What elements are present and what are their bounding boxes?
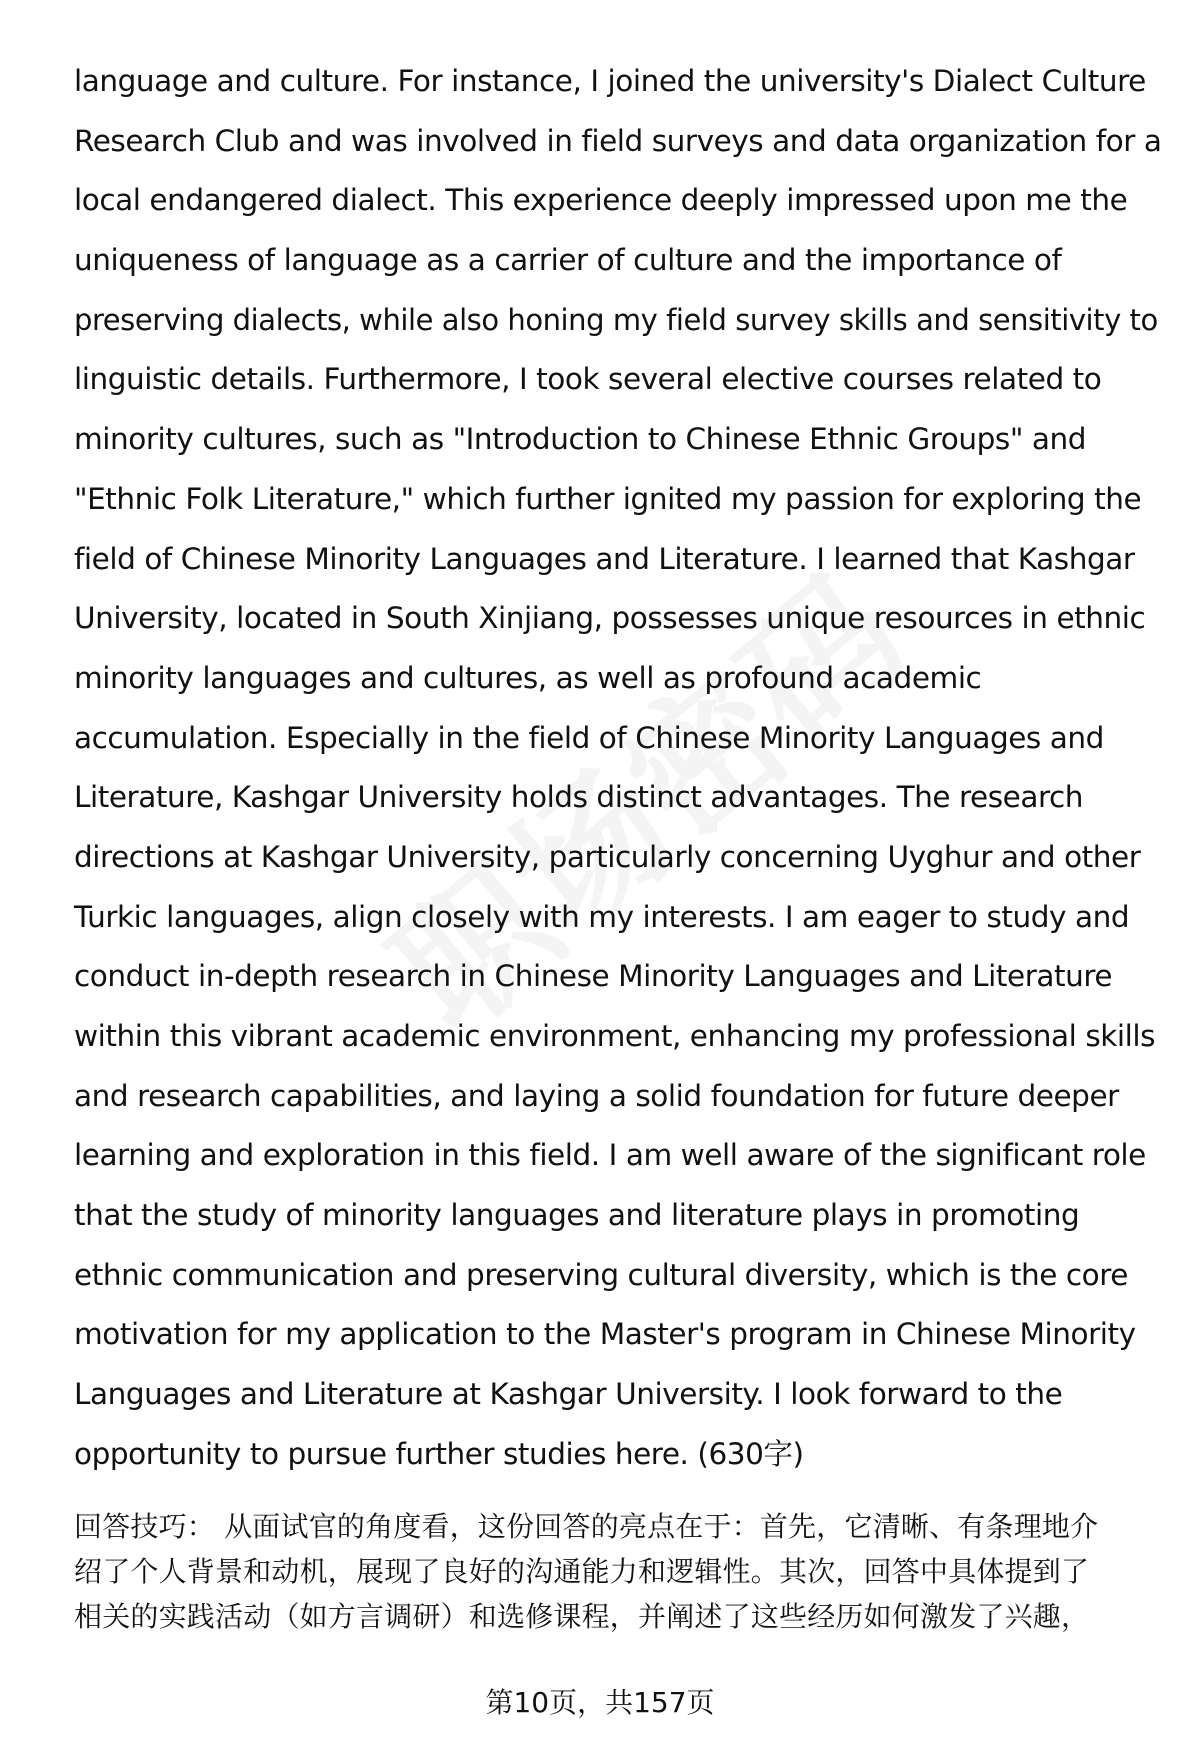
body-line: ethnic communication and preserving cultural diversity, which is the core [74, 1257, 1128, 1292]
body-line: linguistic details. Furthermore, I took several elective courses related to [74, 362, 1102, 397]
body-line: accumulation. Especially in the field of Chinese Minority Languages and [74, 720, 1104, 755]
body-line: uniqueness of language as a carrier of culture and the importance of [74, 243, 1062, 278]
body-line: Research Club and was involved in field surveys and data organization for a [74, 123, 1162, 158]
body-line: learning and exploration in this field. I am well aware of the significant role [74, 1138, 1146, 1173]
body-line: conduct in-depth research in Chinese Minority Languages and Literature [74, 959, 1113, 994]
body-line: and research capabilities, and laying a solid foundation for future deeper [74, 1078, 1119, 1113]
body-line: that the study of minority languages and literature plays in promoting [74, 1198, 1080, 1233]
body-line: field of Chinese Minority Languages and Literature. I learned that Kashgar [74, 541, 1135, 576]
page-number: 第10页，共157页 [485, 1686, 715, 1719]
body-line: language and culture. For instance, I joined the university's Dialect Culture [74, 64, 1146, 98]
body-line: Turkic languages, align closely with my interests. I am eager to study and [74, 899, 1130, 934]
body-line: motivation for my application to the Master's program in Chinese Minority [74, 1317, 1136, 1352]
answer-body [74, 52, 1164, 1485]
body-line: Literature, Kashgar University holds distinct advantages. The research [74, 780, 1084, 815]
body-line: University, located in South Xinjiang, possesses unique resources in ethnic [74, 601, 1146, 636]
body-line: "Ethnic Folk Literature," which further ignited my passion for exploring the [74, 481, 1142, 516]
body-line: within this vibrant academic environment, enhancing my professional skills [74, 1019, 1156, 1053]
body-line: local endangered dialect. This experience deeply impressed upon me the [74, 183, 1128, 218]
answer-tips [74, 1504, 1164, 1639]
body-line: minority languages and cultures, as well as profound academic [74, 660, 982, 695]
tips-line: 绍了个人背景和动机，展现了良好的沟通能力和逻辑性。其次，回答中具体提到了 [74, 1555, 1090, 1588]
body-line: directions at Kashgar University, particularly concerning Uyghur and other [74, 839, 1141, 874]
tips-line: 回答技巧： 从面试官的角度看，这份回答的亮点在于：首先，它清晰、有条理地介 [74, 1510, 1099, 1543]
tips-line: 相关的实践活动（如方言调研）和选修课程，并阐述了这些经历如何激发了兴趣， [74, 1600, 1090, 1633]
body-line: Languages and Literature at Kashgar University. I look forward to the [74, 1377, 1063, 1412]
body-line: opportunity to pursue further studies here. (630字) [74, 1436, 804, 1471]
body-line: preserving dialects, while also honing my field survey skills and sensitivity to [74, 302, 1158, 337]
body-line: minority cultures, such as "Introduction to Chinese Ethnic Groups" and [74, 422, 1087, 457]
